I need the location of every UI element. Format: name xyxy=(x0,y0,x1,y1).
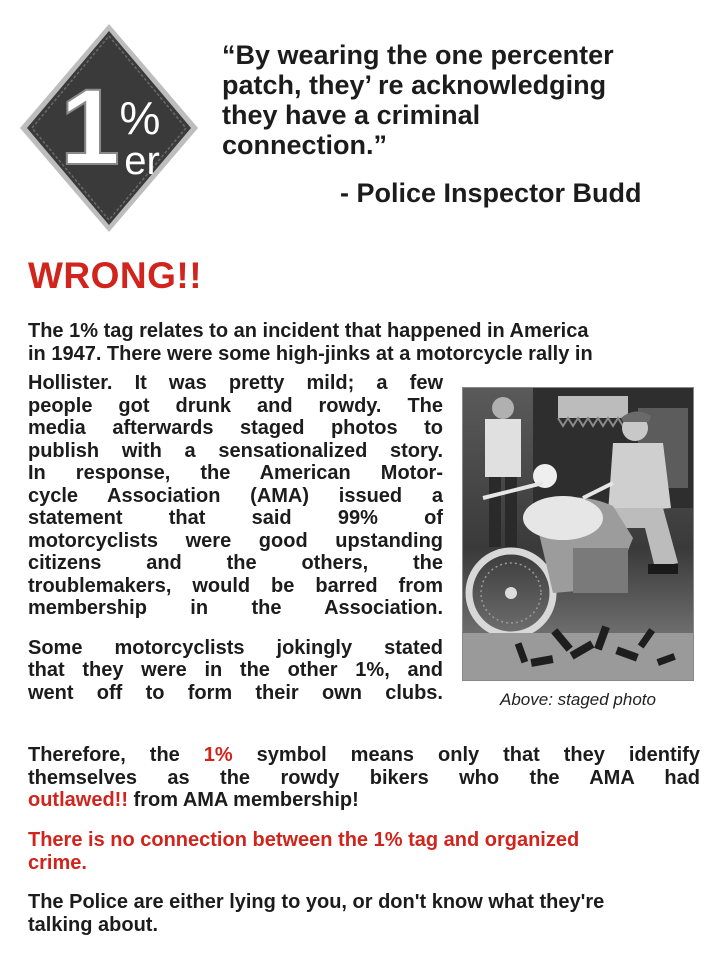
no-connection-paragraph xyxy=(28,829,708,874)
column-line-11: membership in the Association. xyxy=(28,597,443,619)
column-line-6: cycle Association (AMA) issued a xyxy=(28,484,443,507)
logo-one: 1 xyxy=(59,66,121,187)
column-line-5: In response, the American Motor- xyxy=(28,462,443,484)
intro-line-1: The 1% tag relates to an incident that happened in America xyxy=(28,320,589,342)
quote-attribution: - Police Inspector Budd xyxy=(340,178,642,208)
staged-photo xyxy=(462,387,694,681)
therefore-line-2: themselves as the rowdy bikers who the AMA had xyxy=(28,766,700,789)
police-line-1: The Police are either lying to you, or don't know what they're xyxy=(28,891,605,913)
wrong-heading: WRONG!! xyxy=(28,255,203,296)
quote-block xyxy=(222,40,712,160)
logo-percent: % xyxy=(119,92,161,144)
intro-line-2: in 1947. There were some high-jinks at a motorcycle rally in xyxy=(28,342,593,365)
column2-line-3: went off to form their own clubs. xyxy=(28,681,443,704)
quote-line-2: patch, they’ re acknowledging xyxy=(222,70,607,100)
column-line-9: citizens and the others, the xyxy=(28,552,443,574)
police-paragraph xyxy=(28,891,708,936)
one-percenter-logo xyxy=(18,22,200,234)
column-line-8: motorcyclists were good upstanding xyxy=(28,529,443,552)
therefore-line-3: outlawed!! from AMA membership! xyxy=(28,789,359,811)
column2-line-2: that they were in the other 1%, and xyxy=(28,659,443,681)
column-line-4: publish with a sensationalized story. xyxy=(28,439,443,462)
therefore-line-1: Therefore, the 1% symbol means only that they identify xyxy=(28,744,700,766)
story-column xyxy=(28,372,443,704)
police-line-2: talking about. xyxy=(28,913,158,936)
quote-line-3: they have a criminal xyxy=(222,100,481,130)
no-connection-line-2: crime. xyxy=(28,851,87,874)
outlawed-highlight: outlawed!! xyxy=(28,789,128,811)
column-line-1: Hollister. It was pretty mild; a few xyxy=(28,372,443,394)
column-line-2: people got drunk and rowdy. The xyxy=(28,394,443,417)
intro-paragraph xyxy=(28,320,708,365)
therefore-paragraph xyxy=(28,744,700,812)
column-line-7: statement that said 99% of xyxy=(28,507,443,529)
quote-line-1: “By wearing the one percenter xyxy=(222,40,614,70)
logo-er: er xyxy=(124,139,160,183)
column-line-3: media afterwards staged photos to xyxy=(28,417,443,439)
no-connection-line-1: There is no connection between the 1% tag and organized xyxy=(28,829,580,851)
column2-line-1: Some motorcyclists jokingly stated xyxy=(28,636,443,659)
one-percent-highlight: 1% xyxy=(203,744,233,766)
column-line-10: troublemakers, would be barred from xyxy=(28,574,443,597)
photo-caption: Above: staged photo xyxy=(500,690,656,709)
quote-line-4: connection.” xyxy=(222,130,388,160)
